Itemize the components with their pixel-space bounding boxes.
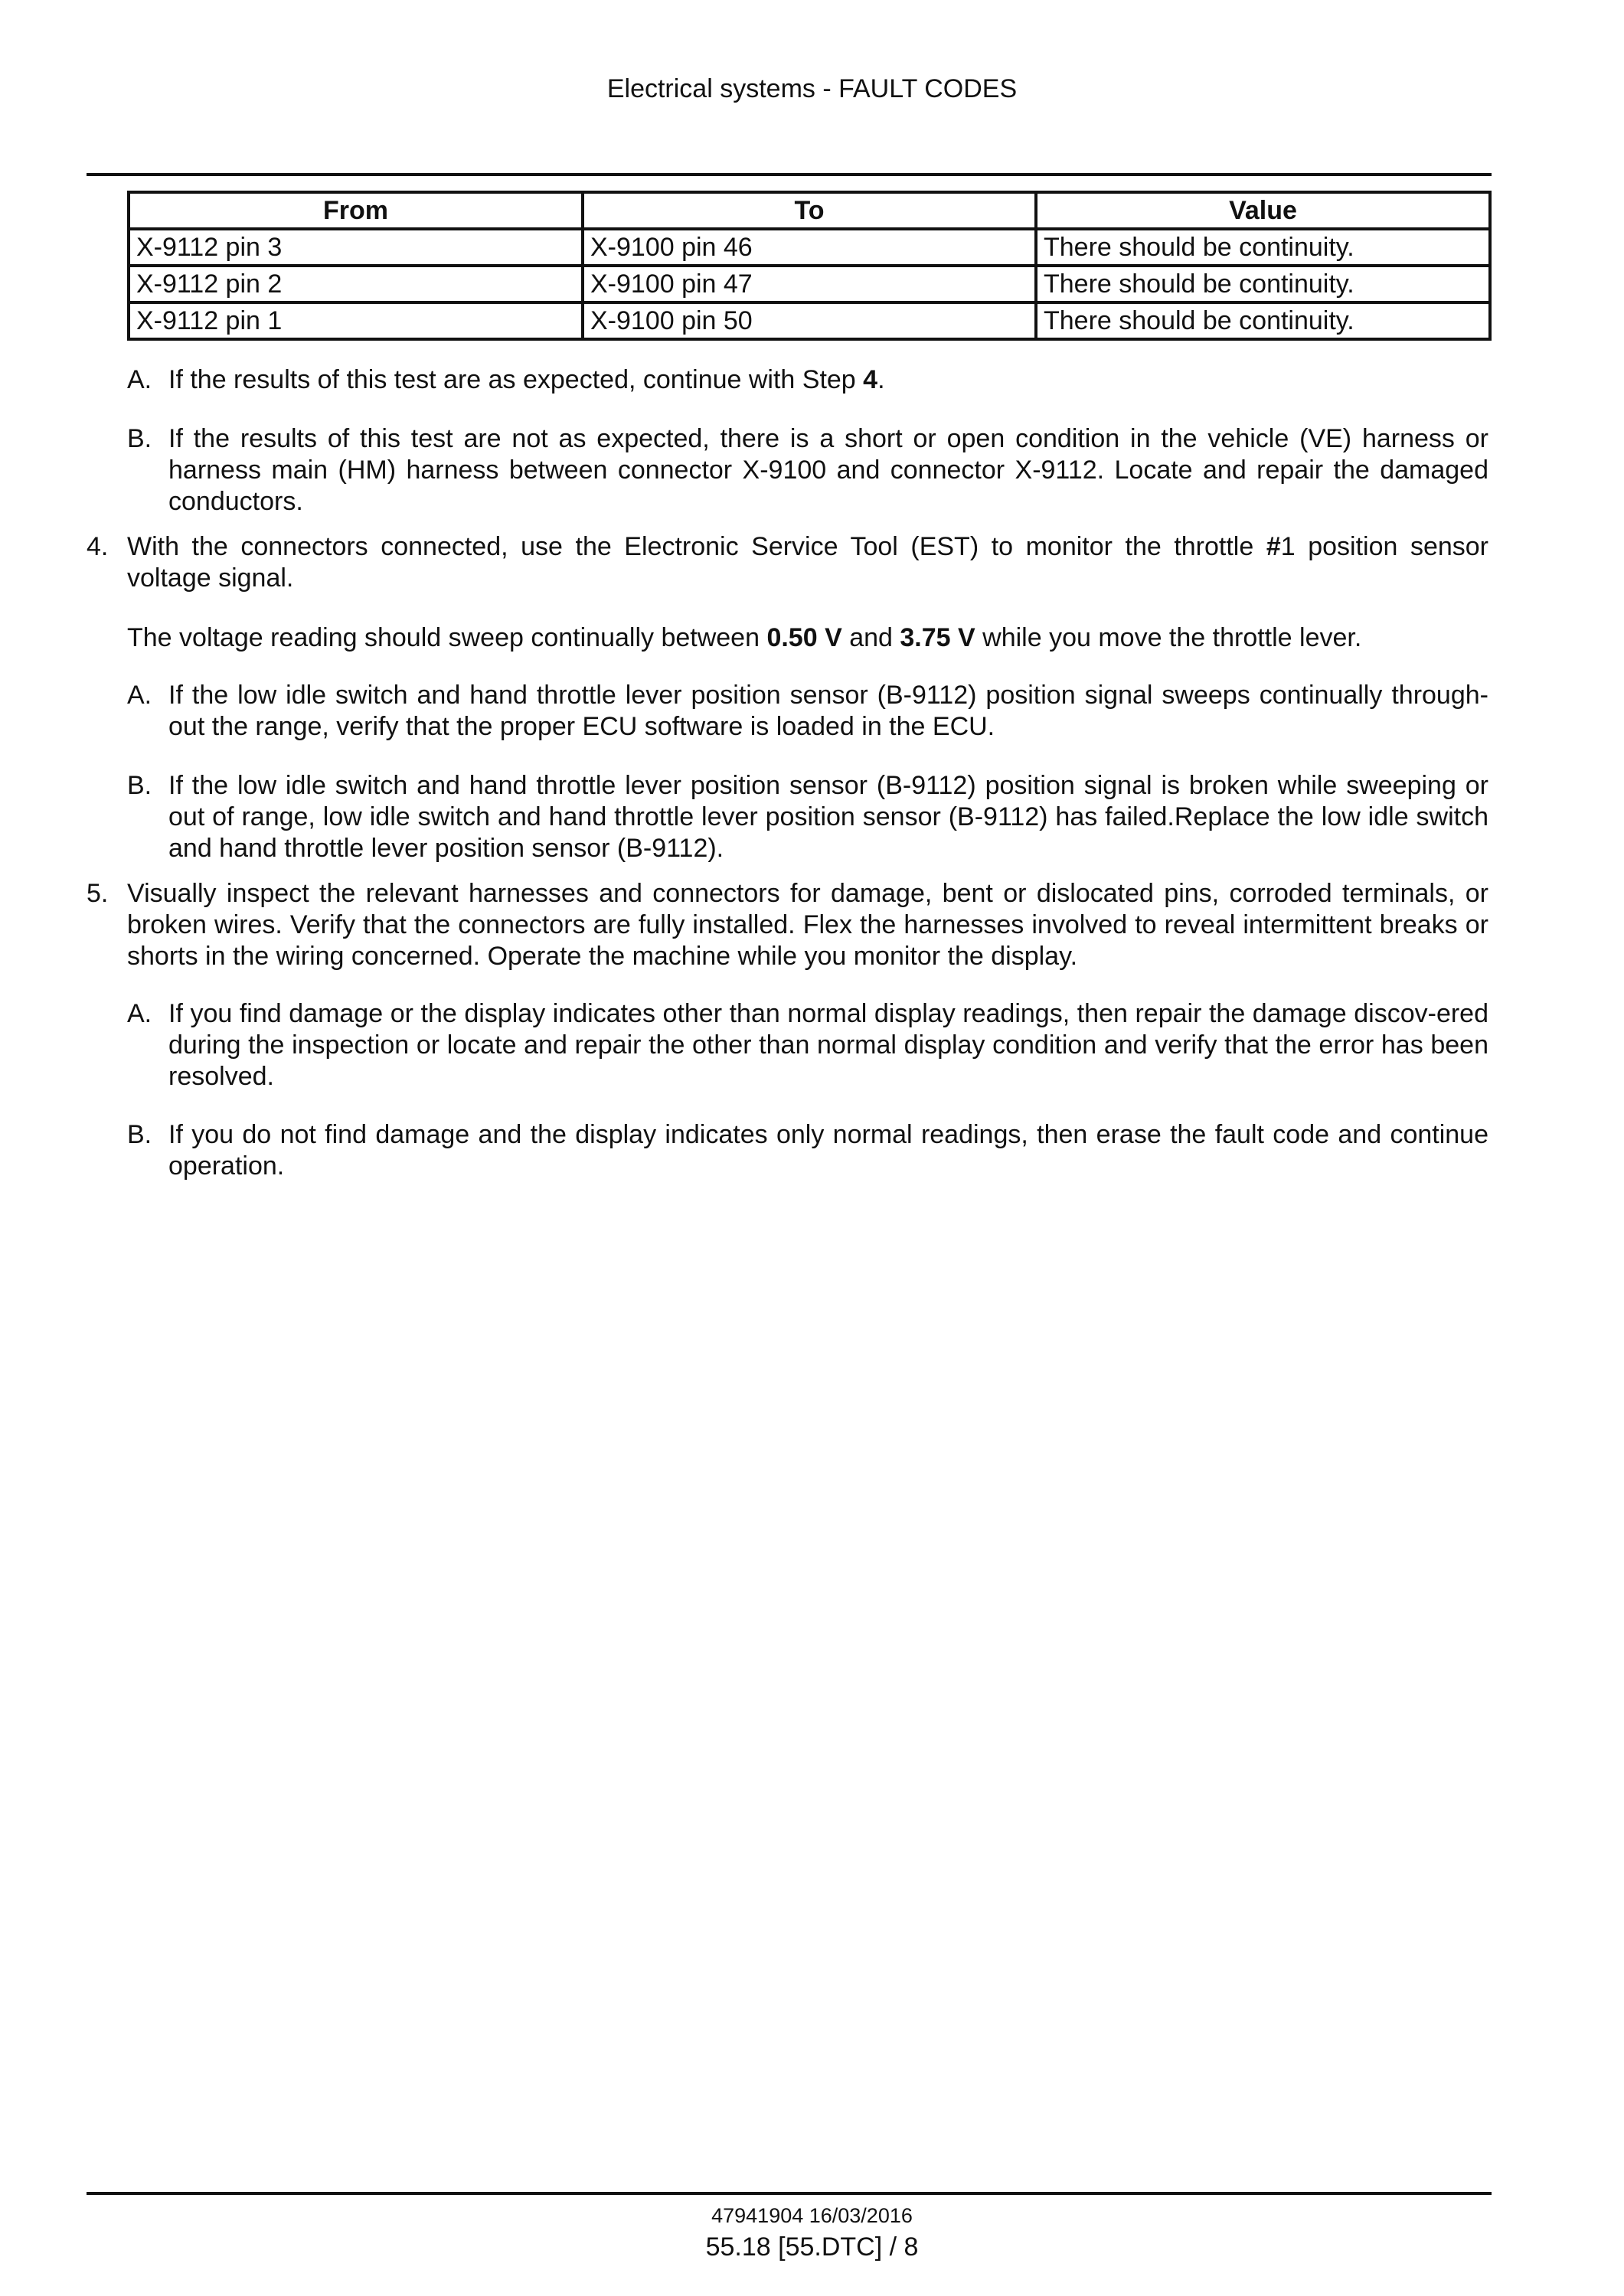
step5-sub-a xyxy=(127,998,1488,1098)
step5-sub-b xyxy=(127,1119,1488,1188)
table-cell-from: X-9112 pin 2 xyxy=(129,266,583,302)
table-cell-value: There should be continuity. xyxy=(1036,229,1490,266)
footer-doc-id: 47941904 16/03/2016 xyxy=(711,2204,913,2227)
table-cell-value: There should be continuity. xyxy=(1036,266,1490,302)
table-cell-to: X-9100 pin 46 xyxy=(583,229,1036,266)
sub-text: If the low idle switch and hand throttle lever position sensor (B-9112) position signal sweeps continually through-out the range, verify that the proper ECU software is loaded in the ECU. xyxy=(168,681,1488,741)
table-row xyxy=(129,266,1490,302)
sub-marker: B. xyxy=(127,771,152,800)
sub-text: If the results of this test are not as expected, there is a short or open condition in the vehicle (VE) harness or harness main (HM) harness between connector X-9100 and connector X-9112. Locate and repair the damaged conductors. xyxy=(168,424,1488,516)
table-cell-from: X-9112 pin 3 xyxy=(129,229,583,266)
table-cell-to: X-9100 pin 47 xyxy=(583,266,1036,302)
page-header-title: Electrical systems - FAULT CODES xyxy=(606,74,1018,103)
continuity-table xyxy=(127,191,1492,341)
step4-sub-b xyxy=(127,770,1488,870)
step-number: 4. xyxy=(87,532,109,561)
sub-text: If the results of this test are as expected, continue with Step 4. xyxy=(168,365,885,394)
step-text: With the connectors connected, use the Electronic Service Tool (EST) to monitor the throttle #1 position sensor voltage signal. xyxy=(127,532,1488,593)
column-header-from: From xyxy=(129,192,583,229)
sub-text: If the low idle switch and hand throttle lever position sensor (B-9112) position signal is broken while sweeping or out of range, low idle switch and hand throttle lever position sensor (B-9112) has failed.Replace the low idle switch and hand throttle lever position sensor (B-9112). xyxy=(168,771,1488,863)
step5 xyxy=(87,878,1488,978)
voltage-note xyxy=(127,622,1488,657)
sub-text: If you find damage or the display indicates other than normal display readings, then repair the damage discov-ered during the inspection or locate and repair the other than normal display condition and verify that the error has been resolved. xyxy=(168,999,1488,1091)
table-row xyxy=(129,229,1490,266)
sub-marker: B. xyxy=(127,424,152,453)
step-text: Visually inspect the relevant harnesses and connectors for damage, bent or dislocated pins, corroded terminals, or broken wires. Verify that the connectors are fully installed. Flex the harnesses involved to reveal intermittent breaks or shorts in the wiring concerned. Operate the machine while you monitor the display. xyxy=(127,879,1488,971)
header-rule xyxy=(87,173,1492,176)
column-header-to: To xyxy=(583,192,1036,229)
table-cell-to: X-9100 pin 50 xyxy=(583,302,1036,339)
sub-marker: A. xyxy=(127,365,152,394)
sub-text: If you do not find damage and the display indicates only normal readings, then erase the fault code and continue operation. xyxy=(168,1120,1488,1181)
table-row xyxy=(129,302,1490,339)
step4-sub-a xyxy=(127,680,1488,749)
table-cell-value: There should be continuity. xyxy=(1036,302,1490,339)
voltage-text: The voltage reading should sweep continually between 0.50 V and 3.75 V while you move the throttle lever. xyxy=(127,623,1362,652)
step-number: 5. xyxy=(87,879,109,908)
step3-sub-a xyxy=(127,364,1488,399)
sub-marker: B. xyxy=(127,1120,152,1149)
table-cell-from: X-9112 pin 1 xyxy=(129,302,583,339)
table-header-row xyxy=(129,192,1490,229)
footer-rule xyxy=(87,2192,1492,2195)
column-header-value: Value xyxy=(1036,192,1490,229)
footer-page-number: 55.18 [55.DTC] / 8 xyxy=(705,2232,919,2262)
sub-marker: A. xyxy=(127,681,152,710)
step4 xyxy=(87,531,1488,600)
step3-sub-b xyxy=(127,423,1488,523)
sub-marker: A. xyxy=(127,999,152,1028)
